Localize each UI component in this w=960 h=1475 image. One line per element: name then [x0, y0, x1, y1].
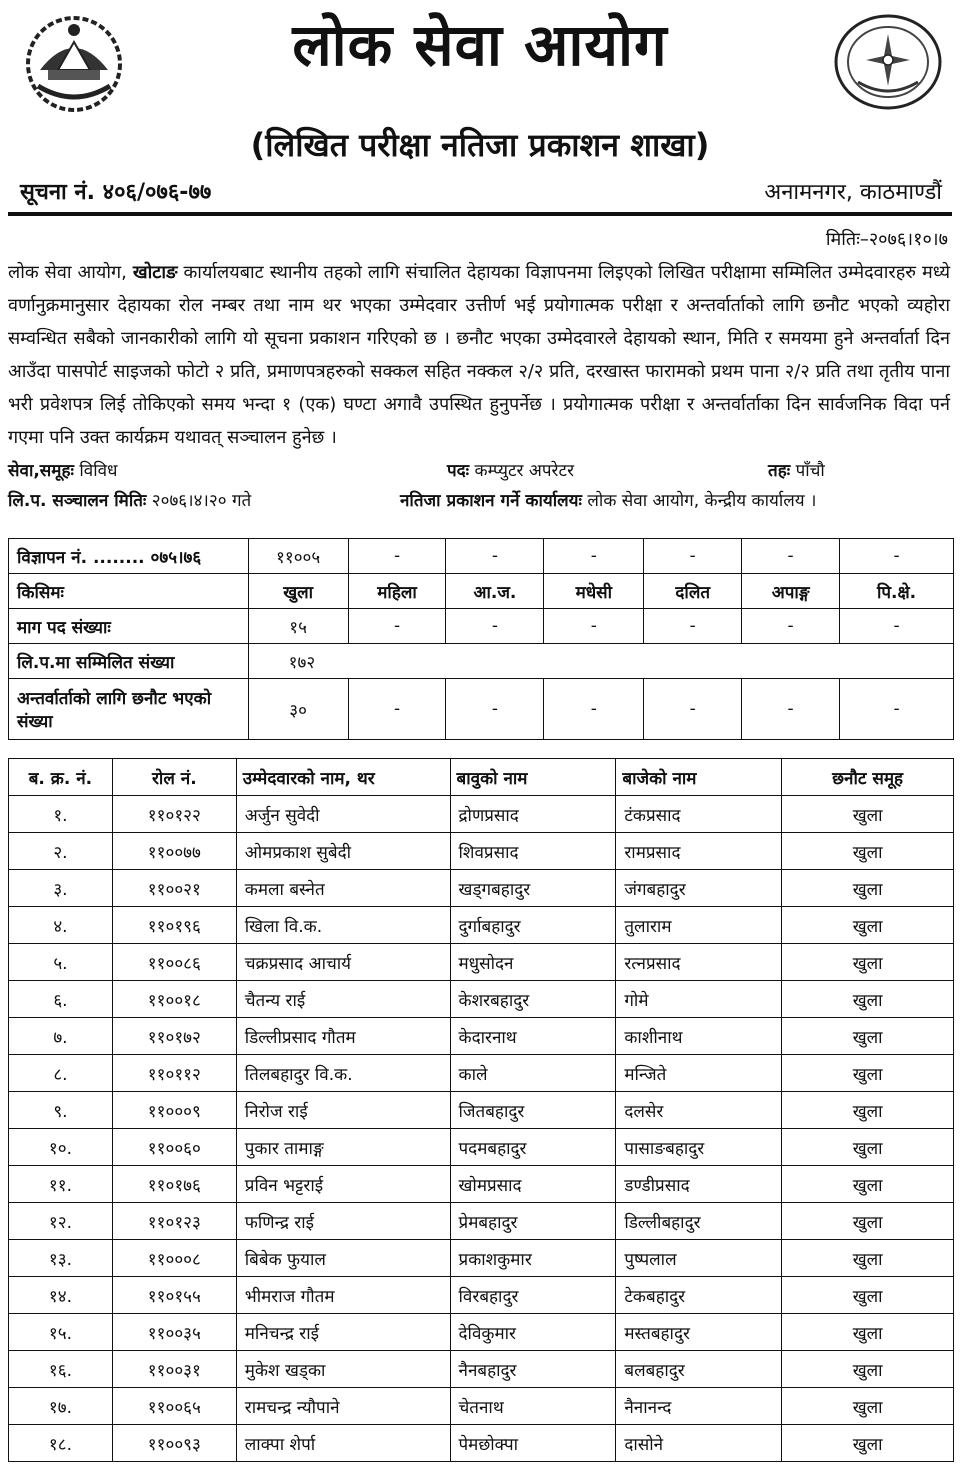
candidate-name: कमला बस्नेत: [236, 870, 450, 907]
notice-paragraph: [8, 256, 950, 454]
candidate-name: बिबेक फुयाल: [236, 1240, 450, 1277]
summary-cell: अपाङ्ग: [742, 574, 840, 609]
table-row: [9, 833, 954, 870]
table-row: [9, 870, 954, 907]
summary-label: माग पद संख्याः: [9, 609, 249, 644]
selection-group: खुला: [782, 833, 954, 870]
summary-cell: -: [446, 679, 544, 740]
father-name: खड्गबहादुर: [450, 870, 616, 907]
candidate-name: रामचन्द्र न्यौपाने: [236, 1388, 450, 1425]
summary-row: [9, 574, 954, 609]
candidate-name: मुकेश खड्का: [236, 1351, 450, 1388]
page-subtitle: (लिखित परीक्षा नतिजा प्रकाशन शाखा): [250, 126, 710, 164]
serial-number: १६.: [9, 1351, 113, 1388]
serial-number: ३.: [9, 870, 113, 907]
column-header: रोल नं.: [112, 759, 236, 796]
table-row: [9, 1129, 954, 1166]
serial-number: ५.: [9, 944, 113, 981]
father-name: शिवप्रसाद: [450, 833, 616, 870]
roll-number: ११०१५५: [112, 1277, 236, 1314]
roll-number: ११००६५: [112, 1388, 236, 1425]
father-name: खोमप्रसाद: [450, 1166, 616, 1203]
summary-label: अन्तर्वार्ताको लागि छनौट भएको संख्या: [9, 679, 249, 740]
level-label: तहः: [768, 461, 791, 481]
grandfather-name: पासाङबहादुर: [616, 1129, 782, 1166]
column-header: बावुको नाम: [450, 759, 616, 796]
exam-date: [8, 487, 251, 515]
grandfather-name: डण्डीप्रसाद: [616, 1166, 782, 1203]
summary-cell: -: [742, 539, 840, 574]
father-name: पेमछोक्पा: [450, 1425, 616, 1462]
candidate-name: पुकार तामाङ्ग: [236, 1129, 450, 1166]
grandfather-name: तुलाराम: [616, 907, 782, 944]
grandfather-name: बलबहादुर: [616, 1351, 782, 1388]
grandfather-name: जंगबहादुर: [616, 870, 782, 907]
table-row: [9, 1055, 954, 1092]
selection-group: खुला: [782, 944, 954, 981]
father-name: प्रकाशकुमार: [450, 1240, 616, 1277]
table-row: [9, 1425, 954, 1462]
father-name: देविकुमार: [450, 1314, 616, 1351]
summary-cell: आ.ज.: [446, 574, 544, 609]
summary-cell: -: [348, 679, 446, 740]
grandfather-name: टेकबहादुर: [616, 1277, 782, 1314]
selection-group: खुला: [782, 796, 954, 833]
selection-group: खुला: [782, 1388, 954, 1425]
serial-number: १८.: [9, 1425, 113, 1462]
roll-number: ११०१७६: [112, 1166, 236, 1203]
table-row: [9, 1351, 954, 1388]
father-name: प्रेमबहादुर: [450, 1203, 616, 1240]
psc-seal-icon: [832, 12, 944, 112]
grandfather-name: पुष्पलाल: [616, 1240, 782, 1277]
summary-cell: १७२: [248, 644, 953, 679]
result-office-label: नतिजा प्रकाशन गर्ने कार्यालयः: [400, 491, 582, 511]
column-header: ब. क्र. नं.: [9, 759, 113, 796]
father-name: केदारनाथ: [450, 1018, 616, 1055]
candidate-name: चक्रप्रसाद आचार्य: [236, 944, 450, 981]
summary-cell: ३०: [248, 679, 348, 740]
father-name: केशरबहादुर: [450, 981, 616, 1018]
candidate-name: मनिचन्द्र राई: [236, 1314, 450, 1351]
summary-cell: -: [840, 609, 954, 644]
page-title: लोक सेवा आयोग: [292, 11, 668, 79]
roll-number: ११०११२: [112, 1055, 236, 1092]
selection-group: खुला: [782, 870, 954, 907]
post: [447, 457, 574, 485]
serial-number: १२.: [9, 1203, 113, 1240]
exam-date-label: लि.प. सञ्चालन मितिः: [8, 491, 147, 511]
serial-number: ४.: [9, 907, 113, 944]
service-value: विविध: [79, 461, 118, 481]
serial-number: ७.: [9, 1018, 113, 1055]
notice-office: खोटाङ: [132, 262, 178, 283]
grandfather-name: मस्तबहादुर: [616, 1314, 782, 1351]
summary-cell: -: [840, 679, 954, 740]
summary-cell: -: [446, 609, 544, 644]
grandfather-name: मन्जिते: [616, 1055, 782, 1092]
serial-number: ६.: [9, 981, 113, 1018]
table-row: [9, 1277, 954, 1314]
summary-row: [9, 679, 954, 740]
table-row: [9, 1203, 954, 1240]
grandfather-name: दलसेर: [616, 1092, 782, 1129]
summary-row: [9, 644, 954, 679]
serial-number: १७.: [9, 1388, 113, 1425]
candidate-name: डिल्लीप्रसाद गौतम: [236, 1018, 450, 1055]
notice-date: मितिः–२०७६।१०।७: [825, 229, 948, 250]
father-name: पदमबहादुर: [450, 1129, 616, 1166]
roll-number: ११०१७२: [112, 1018, 236, 1055]
candidate-name: अर्जुन सुवेदी: [236, 796, 450, 833]
serial-number: ९.: [9, 1092, 113, 1129]
nepal-emblem-icon: [18, 6, 130, 118]
summary-cell: पि.क्षे.: [840, 574, 954, 609]
service-group: [8, 457, 118, 485]
office-address: अनामनगर, काठमाण्डौं: [764, 180, 942, 205]
roll-number: ११०००८: [112, 1240, 236, 1277]
summary-cell: -: [348, 609, 446, 644]
father-name: विरबहादुर: [450, 1277, 616, 1314]
grandfather-name: डिल्लीबहादुर: [616, 1203, 782, 1240]
selection-group: खुला: [782, 1203, 954, 1240]
notice-intro: लोक सेवा आयोग,: [8, 262, 133, 283]
notice-number: सूचना नं. ४०६/०७६-७७: [20, 180, 212, 205]
father-name: द्रोणप्रसाद: [450, 796, 616, 833]
selection-group: खुला: [782, 1166, 954, 1203]
selection-group: खुला: [782, 1018, 954, 1055]
selection-group: खुला: [782, 1240, 954, 1277]
notice-text: कार्यालयबाट स्थानीय तहको लागि संचालित देहायका विज्ञापनमा लिइएको लिखित परीक्षामा सम्मिलित उम्मेदवारहरु मध्ये वर्णानुक्रमानुसार देहायका रोल नम्बर तथा नाम थर भएका उम्मेदवार उत्तीर्ण भई प्रयोगात्मक परीक्षा र अन्तर्वार्ताको लागि छनौट भएको व्यहोरा सम्वन्धित सबैको जानकारीको लागि यो सूचना प्रकाशन गरिएको छ । छनौट भएका उम्मेदवारले देहायको स्थान, मिति र समयमा हुने अन्तर्वार्ता दिन आउँदा पासपोर्ट साइजको फोटो २ प्रति, प्रमाणपत्रहरुको सक्कल सहित नक्कल २/२ प्रति, दरखास्त फारामको प्रथम पाना २/२ प्रति तथा तृतीय पाना भरी प्रवेशपत्र लिई तोकिएको समय भन्दा १ (एक) घण्टा अगावै उपस्थित हुनुपर्नेछ । प्रयोगात्मक परीक्षा र अन्तर्वार्ताका दिन सार्वजनिक विदा पर्न गएमा पनि उक्त कार्यक्रम यथावत् सञ्चालन हुनेछ ।: [8, 262, 951, 448]
selection-group: खुला: [782, 1314, 954, 1351]
roll-number: ११००१८: [112, 981, 236, 1018]
column-header: उम्मेदवारको नाम, थर: [236, 759, 450, 796]
table-row: [9, 796, 954, 833]
roll-number: ११०१२२: [112, 796, 236, 833]
candidate-name: लाक्पा शेर्पा: [236, 1425, 450, 1462]
table-row: [9, 1166, 954, 1203]
header-divider: [8, 212, 952, 216]
candidate-name: चैतन्य राई: [236, 981, 450, 1018]
candidate-name: प्रविन भट्टराई: [236, 1166, 450, 1203]
summary-row: [9, 539, 954, 574]
candidate-name: भीमराज गौतम: [236, 1277, 450, 1314]
summary-label: विज्ञापन नं. ........ ०७५।७६: [9, 539, 249, 574]
serial-number: १०.: [9, 1129, 113, 1166]
roll-number: ११००७७: [112, 833, 236, 870]
summary-label: किसिमः: [9, 574, 249, 609]
roll-number: ११०१२३: [112, 1203, 236, 1240]
father-name: काले: [450, 1055, 616, 1092]
table-row: [9, 981, 954, 1018]
serial-number: १४.: [9, 1277, 113, 1314]
summary-cell: -: [742, 609, 840, 644]
level-value: पाँचौ: [795, 461, 825, 481]
serial-number: ८.: [9, 1055, 113, 1092]
summary-cell: दलित: [644, 574, 742, 609]
column-header: बाजेको नाम: [616, 759, 782, 796]
summary-cell: -: [446, 539, 544, 574]
grandfather-name: रामप्रसाद: [616, 833, 782, 870]
grandfather-name: टंकप्रसाद: [616, 796, 782, 833]
grandfather-name: दासोने: [616, 1425, 782, 1462]
serial-number: १.: [9, 796, 113, 833]
candidate-name: खिला वि.क.: [236, 907, 450, 944]
selection-group: खुला: [782, 1092, 954, 1129]
selection-group: खुला: [782, 1129, 954, 1166]
father-name: मधुसोदन: [450, 944, 616, 981]
table-header-row: [9, 759, 954, 796]
roll-number: ११००३१: [112, 1351, 236, 1388]
post-label: पदः: [447, 461, 470, 481]
summary-cell: -: [644, 539, 742, 574]
result-office: [400, 487, 817, 515]
summary-cell: १५: [248, 609, 348, 644]
summary-cell: -: [840, 539, 954, 574]
summary-row: [9, 609, 954, 644]
table-row: [9, 1092, 954, 1129]
roll-number: ११००३५: [112, 1314, 236, 1351]
selection-group: खुला: [782, 981, 954, 1018]
grandfather-name: गोमे: [616, 981, 782, 1018]
selected-candidates-table: [8, 758, 954, 1462]
selection-group: खुला: [782, 1351, 954, 1388]
post-value: कम्प्युटर अपरेटर: [474, 461, 575, 481]
selection-group: खुला: [782, 1055, 954, 1092]
father-name: दुर्गाबहादुर: [450, 907, 616, 944]
serial-number: १३.: [9, 1240, 113, 1277]
father-name: नैनबहादुर: [450, 1351, 616, 1388]
roll-number: ११०१९६: [112, 907, 236, 944]
summary-cell: -: [544, 609, 644, 644]
grandfather-name: रत्नप्रसाद: [616, 944, 782, 981]
result-office-value: लोक सेवा आयोग, केन्द्रीय कार्यालय ।: [587, 491, 817, 511]
summary-cell: मधेसी: [544, 574, 644, 609]
grandfather-name: नैनानन्द: [616, 1388, 782, 1425]
summary-cell: ११००५: [248, 539, 348, 574]
table-row: [9, 1018, 954, 1055]
candidate-name: निरोज राई: [236, 1092, 450, 1129]
father-name: चेतनाथ: [450, 1388, 616, 1425]
candidate-name: तिलबहादुर वि.क.: [236, 1055, 450, 1092]
table-row: [9, 907, 954, 944]
summary-label: लि.प.मा सम्मिलित संख्या: [9, 644, 249, 679]
summary-cell: खुला: [248, 574, 348, 609]
column-header: छनौट समूह: [782, 759, 954, 796]
candidate-name: ओमप्रकाश सुबेदी: [236, 833, 450, 870]
exam-date-value: २०७६।४।२० गते: [151, 491, 252, 511]
summary-cell: -: [644, 609, 742, 644]
roll-number: ११००२१: [112, 870, 236, 907]
selection-group: खुला: [782, 1425, 954, 1462]
summary-cell: -: [544, 539, 644, 574]
roll-number: ११००९३: [112, 1425, 236, 1462]
summary-cell: -: [644, 679, 742, 740]
table-row: [9, 1388, 954, 1425]
summary-cell: -: [348, 539, 446, 574]
roll-number: ११०००९: [112, 1092, 236, 1129]
level: [768, 457, 825, 485]
father-name: जितबहादुर: [450, 1092, 616, 1129]
roll-number: ११००६०: [112, 1129, 236, 1166]
grandfather-name: काशीनाथ: [616, 1018, 782, 1055]
serial-number: १५.: [9, 1314, 113, 1351]
serial-number: ११.: [9, 1166, 113, 1203]
table-row: [9, 1240, 954, 1277]
serial-number: २.: [9, 833, 113, 870]
vacancy-summary-table: [8, 538, 954, 740]
selection-group: खुला: [782, 1277, 954, 1314]
summary-cell: महिला: [348, 574, 446, 609]
table-row: [9, 944, 954, 981]
summary-cell: -: [544, 679, 644, 740]
table-row: [9, 1314, 954, 1351]
selection-group: खुला: [782, 907, 954, 944]
service-label: सेवा,समूहः: [8, 461, 74, 481]
candidate-name: फणिन्द्र राई: [236, 1203, 450, 1240]
roll-number: ११००८६: [112, 944, 236, 981]
summary-cell: -: [742, 679, 840, 740]
